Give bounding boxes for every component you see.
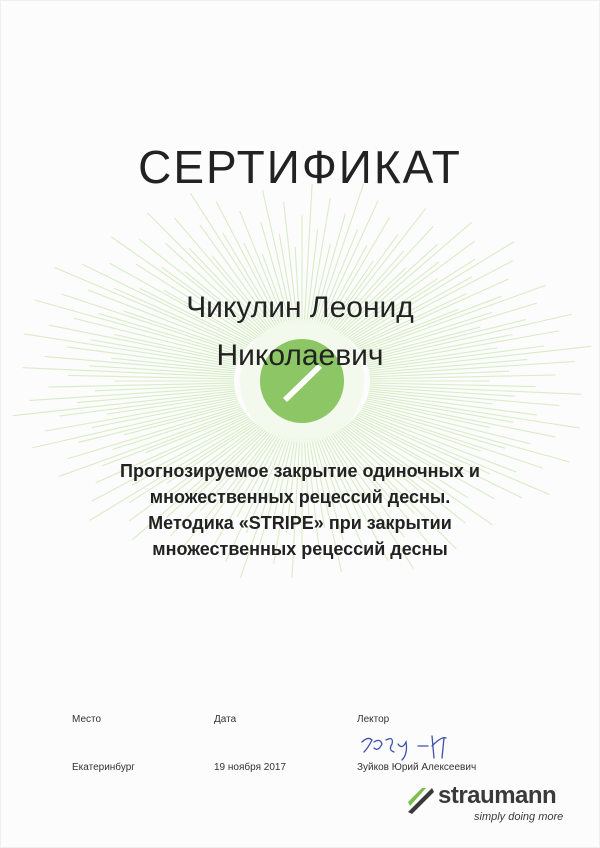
course-line-4: множественных рецессий десны <box>152 539 448 559</box>
lecturer-value: Зуйков Юрий Алексеевич <box>357 762 477 773</box>
place-value: Екатеринбург <box>72 762 135 773</box>
course-title <box>60 458 540 562</box>
recipient-name-line-1: Чикулин Леонид <box>186 291 414 324</box>
straumann-logo-icon <box>406 786 436 814</box>
place-label: Место <box>72 714 102 725</box>
recipient-name <box>0 284 600 380</box>
certificate-title: СЕРТИФИКАТ <box>138 141 462 193</box>
date-value: 19 ноября 2017 <box>214 762 287 773</box>
brand-name: straumann <box>438 782 557 809</box>
course-line-3: Методика «STRIPE» при закрытии <box>148 513 452 533</box>
recipient-name-line-2: Николаевич <box>216 339 384 372</box>
brand-tagline: simply doing more <box>474 811 564 823</box>
lecturer-signature <box>358 728 458 764</box>
course-line-2: множественных рецессий десны. <box>149 487 451 507</box>
lecturer-label: Лектор <box>357 714 390 725</box>
course-line-1: Прогнозируемое закрытие одиночных и <box>120 461 480 481</box>
date-label: Дата <box>214 714 237 725</box>
